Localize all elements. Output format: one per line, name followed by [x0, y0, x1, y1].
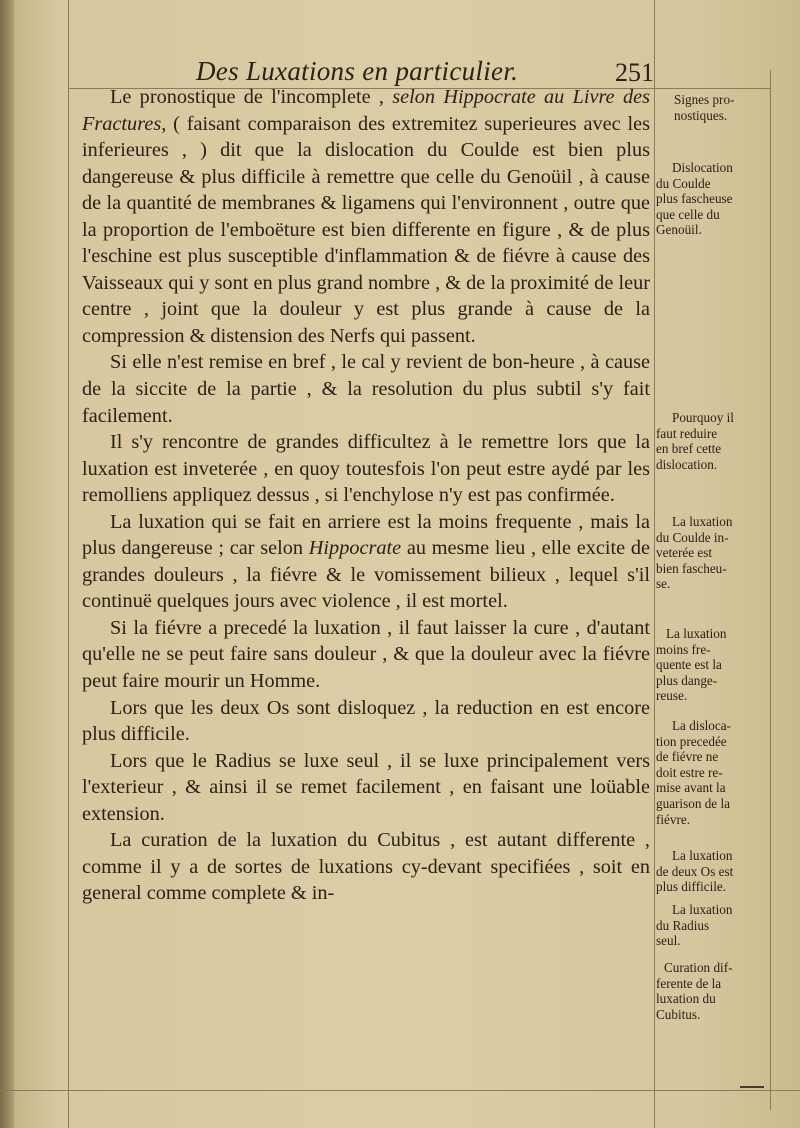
margin-note-line: se. [656, 576, 671, 592]
margin-note-line: Dislocation [672, 160, 733, 175]
paragraph [82, 615, 650, 695]
margin-note [656, 960, 772, 1022]
margin-note-line: plus difficile. [656, 879, 727, 895]
paragraph-text: Lors que le Radius se luxe seul , il se luxe principalement vers l'exterieur , & ainsi il se remet facilement , en faisant une loüable extension. [82, 749, 650, 825]
margin-note-line: de fiévre ne [656, 749, 719, 765]
footer-rule [0, 1090, 800, 1091]
paragraph-text: La curation de la luxation du Cubitus , est autant differente , comme il y a de sortes de luxations cy-devant specifiées , soit en general comme complete & in- [82, 829, 650, 905]
margin-note-line: Curation dif- [664, 960, 733, 975]
margin-note-line: que celle du [656, 206, 720, 222]
margin-note-line: mise avant la [656, 780, 726, 796]
margin-frame-rule [654, 0, 655, 1128]
paragraph [82, 509, 650, 615]
paragraph-text: Si elle n'est remise en bref , le cal y revient de bon-heure , à cause de la siccite de la partie , & la resolution du plus subtil s'y fait facilement. [82, 351, 650, 427]
paragraph [82, 429, 650, 509]
margin-note-line: veterée est [656, 545, 713, 561]
paragraph-text: Il s'y rencontre de grandes difficultez à le remettre lors que la luxation est inveterée , en quoy toutesfois l'on peut estre aydé par les remolliens appliquez dessus , si l'enchylose n'y est pas confirmée. [82, 431, 650, 507]
margin-note-line: tion precedée [656, 733, 727, 749]
margin-note-line: doit estre re- [656, 764, 723, 780]
margin-note-line: La luxation [672, 514, 733, 529]
paragraph [82, 827, 650, 907]
margin-note-line: Pourquoy il [672, 410, 734, 425]
paragraph-italic: Hippocrate [308, 537, 402, 560]
paragraph [82, 84, 650, 349]
body-text [82, 84, 650, 907]
margin-note-line: nostiques. [674, 107, 728, 123]
margin-note-line: quente est la [656, 657, 722, 673]
margin-note-line: dislocation. [656, 456, 718, 472]
margin-note-line: seul. [656, 933, 681, 949]
page-number: 251 [615, 58, 654, 87]
left-frame-rule [68, 0, 69, 1128]
margin-note [656, 718, 772, 827]
margin-note-line: Cubitus. [656, 1006, 701, 1022]
margin-note-line: en bref cette [656, 441, 722, 457]
margin-note-line: La luxation [666, 626, 727, 641]
paragraph [82, 695, 650, 748]
paragraph-text: Le pronostique de l'incomplete , [110, 86, 393, 108]
margin-note [656, 514, 772, 592]
margin-note-line: du Coulde in- [656, 529, 729, 545]
margin-note-line: ferente de la [656, 975, 722, 991]
margin-note [656, 626, 772, 704]
paragraph-text: Lors que les deux Os sont disloquez , la reduction en est encore plus difficile. [82, 696, 650, 746]
margin-note [674, 92, 790, 123]
printer-mark [740, 1086, 764, 1088]
margin-note-line: Genoüil. [656, 222, 702, 238]
margin-note-line: plus fascheuse [656, 191, 733, 207]
margin-note [656, 848, 772, 895]
margin-note-line: reuse. [656, 688, 688, 704]
margin-note-line: faut reduire [656, 425, 718, 441]
margin-note-line: moins fre- [656, 641, 711, 657]
margin-notes [656, 88, 776, 1088]
margin-note-line: La luxation [672, 848, 733, 863]
paragraph-text: La luxation qui se fait en arriere est la moins frequente , mais la plus dangereuse ; car selon [82, 510, 650, 560]
margin-note-line: luxation du [656, 991, 716, 1007]
margin-note-line: du Coulde [656, 175, 711, 191]
margin-note-line: La disloca- [672, 718, 731, 733]
running-title: Des Luxations en particulier. [196, 56, 519, 86]
margin-note-line: guarison de la [656, 795, 730, 811]
paragraph [82, 349, 650, 429]
margin-note-line: La luxation [672, 902, 733, 917]
margin-note-line: plus dange- [656, 672, 718, 688]
margin-note [656, 160, 772, 238]
margin-note [656, 902, 772, 949]
paragraph-text-rest: , ( faisant comparaison des extremitez superieures avec les inferieures , ) dit que la dislocation du Coulde est bien plus dangereuse & plus difficile à remettre que celle du Genoüil , à cause de la quantité de membranes & ligamens qui l'environnent , outre que la proportion de l'emboëture est bien differente en figure , & de plus l'eschine est plus susceptible d'inflammation & de fiévre à cause des Vaisseaux qui y sont en plus grand nombre , & de la proximité de leur centre , joint que la douleur y est plus grande à cause de la compression & distension des Nerfs qui passent. [82, 112, 650, 347]
paragraph [82, 748, 650, 828]
margin-note-line: Signes pro- [674, 92, 735, 107]
margin-note-line: bien fascheu- [656, 560, 727, 576]
book-binding [0, 0, 14, 1128]
paragraph-italic: selon Hippocrate au Livre des Fractures [82, 86, 650, 135]
margin-note-line: fiévre. [656, 811, 691, 827]
paragraph-text-rest: au mesme lieu , elle excite de grandes douleurs , la fiévre & le vomissement bilieux , lequel s'il continuë quelques jours avec violence , il est mortel. [82, 537, 650, 613]
margin-note-line: de deux Os est [656, 863, 734, 879]
margin-note [656, 410, 772, 472]
margin-note-line: du Radius [656, 917, 710, 933]
paragraph-text: Si la fiévre a precedé la luxation , il faut laisser la cure , d'autant qu'elle ne se peut faire sans douleur , & que la douleur avec la fiévre peut faire mourir un Homme. [82, 616, 650, 693]
